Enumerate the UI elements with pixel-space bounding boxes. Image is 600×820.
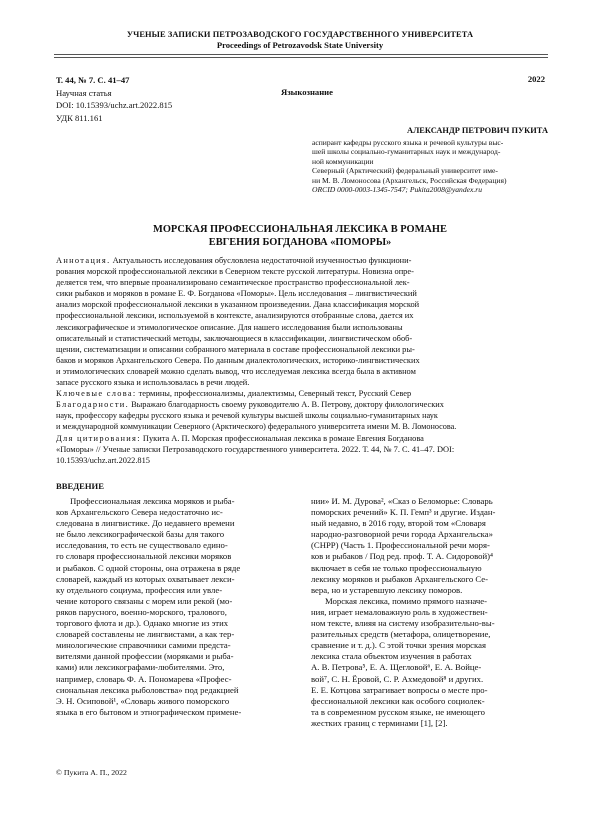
affiliation-line: аспирант кафедры русского языка и речевой культуры выс- [312, 137, 504, 147]
orcid-email: ORCID 0000-0003-1345-7547; Pukita2008@yandex.ru [312, 185, 483, 194]
body-column-right [311, 496, 551, 729]
affiliation-line: ни М. В. Ломоносова (Архангельск, Российская Федерация) [312, 175, 507, 185]
doi: DOI: 10.15393/uchz.art.2022.815 [56, 100, 173, 110]
abstract-line: баков и моряков Архангельского Севера. По данным диалектологических, историко-лингвистических [56, 355, 420, 365]
year: 2022 [527, 74, 545, 84]
body-line: вой⁷, С. Н. Ёровой, С. Р. Ахмедовой⁸ и других. [311, 673, 484, 684]
journal-header [0, 30, 600, 51]
body-line: ния, играет немаловажную роль в художествен- [311, 606, 488, 617]
body-line: включает в себя не только профессиональную [311, 562, 482, 573]
udc: УДК 811.161 [56, 112, 103, 123]
body-line: (СНРР) (Часть 1. Профессиональной речи моря- [311, 540, 490, 551]
volume-pages: Т. 44, № 7. С. 41–47 [56, 75, 130, 85]
acknowledgments-line: наук, профессору кафедры русского языка и речевой культуры высшей школы социально-гуманитарных наук [56, 411, 438, 421]
body-line: ками) или лексикографами-любителями. Это, [56, 662, 225, 673]
keywords-label: Ключевые слова: [56, 389, 137, 399]
citation-line: Для цитирования: Пукита А. П. Морская профессиональная лексика в романе Евгения Богданова [56, 433, 424, 443]
body-line: поморских речений» К. П. Гемп³ и другие. Издан- [311, 507, 496, 518]
body-line: языка в его бытовом и этнографическом примене- [56, 706, 242, 717]
abstract-line: сики рыбаков и моряков в романе Е. Ф. Богданова «Поморы». Цель исследования – лингвистический [56, 289, 417, 299]
body-line: торгового флота и др.). Однако многие из этих [56, 618, 229, 629]
acknowledgments-line: и международной коммуникации Северного (Арктического) федерального университета имени М. В. Ломоносова. [56, 422, 457, 432]
body-line: ряков парусного, военно-морского, тралового, [56, 606, 227, 617]
affiliation-line: ной коммуникации [312, 156, 374, 166]
citation-line: «Поморы» // Ученые записки Петрозаводского государственного университета. 2022. Т. 44, № 7. С. 41–47. DOI: [56, 444, 455, 454]
article-meta [56, 74, 172, 124]
body-line: следована в лингвистике. До недавнего времени [56, 518, 235, 529]
body-line: вителями данной профессии (моряками и рыба- [56, 651, 234, 662]
abstract-label: Аннотация. [56, 256, 111, 265]
body-line: разительных средств (метафора, олицетворение, [311, 629, 491, 640]
keywords-text: термины, профессионализмы, диалектизмы, Северный текст, Русский Север [138, 389, 412, 399]
body-line: фессиональной лексики как особого социолек- [311, 695, 485, 706]
body-line: Э. Н. Осиповой¹, «Словарь живого поморского [56, 695, 230, 706]
journal-name-en: Proceedings of Petrozavodsk State University [216, 40, 384, 50]
body-line: вера, но и устаревшую лексику поморов. [311, 584, 463, 595]
abstract-line: и этимологических словарей можно сделать вывод, что исследуемая лексика всегда была в активном [56, 366, 416, 376]
abstract-line: рования морской профессиональной лексики в Северном тексте русской литературы. Новизна опре- [56, 267, 414, 277]
article-title [0, 224, 600, 249]
body-line: словарей, каждый из которых охватывает лекси- [56, 573, 235, 584]
header-rule-bottom [54, 57, 548, 58]
body-line: Морская лексика, помимо прямого назначе- [325, 595, 488, 606]
body-line: ков Архангельского Севера недостаточно ис- [56, 507, 223, 518]
body-line: словарей составлены не лингвистами, а как тер- [56, 629, 235, 640]
abstract-line: деляется тем, что впервые проанализировано семантическое пространство профессиональной лек- [56, 278, 410, 288]
body-line: сиональная лексика рыболовства» под редакцией [56, 684, 239, 695]
body-line: Профессиональная лексика моряков и рыба- [70, 496, 235, 506]
body-line: исследования, то есть не существовало едино- [56, 540, 228, 551]
body-line: например, словарь Ф. А. Пономарева «Профес- [56, 673, 232, 684]
body-line: лексика стала объектом изучения в работах [311, 651, 472, 662]
abstract-line: анализ морской профессиональной лексики в указанном произведении. Дана классификация морской [56, 300, 420, 310]
abstract-line: описательный и статистический методы, заключающиеся в классификации, лингвистическом обоб- [56, 333, 413, 343]
abstract-line: запасе русского языка и использовалась в речи людей. [56, 378, 250, 388]
body-line: ном тексте, влияя на систему изобразительно-вы- [311, 618, 495, 629]
header-rule-top [54, 54, 548, 55]
copyright: © Пукита А. П., 2022 [56, 768, 127, 777]
section-name: Языкознание [281, 87, 333, 97]
body-line: и рыбаков. С одной стороны, она отражена в ряде [56, 562, 241, 573]
citation-line: 10.15393/uchz.art.2022.815 [56, 455, 150, 465]
body-line: жестких границ с терминами [1], [2]. [311, 717, 448, 728]
body-line: чение которого связаны с морем или рекой (мо- [56, 595, 233, 606]
abstract-line: лексикографическое и этимологическое описание. Для нашего исследования были использованы [56, 322, 403, 332]
journal-name-ru: УЧЕНЫЕ ЗАПИСКИ ПЕТРОЗАВОДСКОГО ГОСУДАРСТВЕННОГО УНИВЕРСИТЕТА [126, 30, 474, 39]
author-name: АЛЕКСАНДР ПЕТРОВИЧ ПУКИТА [407, 126, 548, 135]
body-line: ков и рыбаков / Под ред. проф. Т. А. Сидоровой)⁴ [311, 551, 494, 562]
acknowledgments-label: Благодарности. [56, 400, 129, 410]
keywords-line [56, 388, 549, 399]
body-line: нии» И. М. Дурова², «Сказ о Беломорье: Словарь [311, 496, 493, 506]
body-line: го словаря профессиональной лексики моряков [56, 551, 232, 562]
abstract-block [56, 255, 549, 466]
citation-label: Для цитирования: [56, 433, 141, 443]
body-line: не было лексикографической базы для такого [56, 529, 225, 540]
article-type: Научная статья [56, 87, 112, 98]
author-block [312, 126, 548, 195]
body-line: Е. Е. Котцова затрагивает вопросы о месте про- [311, 684, 488, 695]
body-line: сравнение и т. д.). С этой точки зрения морская [311, 640, 486, 651]
abstract-line: Аннотация. Актуальность исследования обусловлена недостаточной изученностью функциони- [56, 256, 412, 265]
body-line: ный недавно, в 2016 году, второй том «Словаря [311, 518, 486, 529]
body-column-left [56, 496, 296, 718]
title-line: МОРСКАЯ ПРОФЕССИОНАЛЬНАЯ ЛЕКСИКА В РОМАНЕ [153, 224, 447, 235]
abstract-line: профессиональной лексики, используемой в контексте, анализируются отобранные слова, дается их [56, 311, 414, 321]
body-line: минологические справочники самими предста- [56, 640, 231, 651]
body-line: А. В. Петрова⁵, Е. А. Щегловой⁶, Е. А. Войце- [311, 662, 482, 673]
body-line: та в современном русском языке, не имеющего [311, 706, 485, 717]
abstract-line: щении, систематизации и описании собранного материала в составе профессиональной лексики ры- [56, 344, 415, 354]
body-line: лексику моряков и рыбаков Архангельского Се- [311, 573, 489, 584]
section-heading: ВВЕДЕНИЕ [56, 481, 104, 491]
body-line: ку отдельного социума, профессия или увле- [56, 584, 223, 595]
acknowledgments-line: Благодарности. Выражаю благодарность своему руководителю А. В. Петрову, доктору филологических [56, 400, 444, 410]
title-line: ЕВГЕНИЯ БОГДАНОВА «ПОМОРЫ» [208, 236, 392, 248]
body-line: народно-разговорной речи города Архангельска» [311, 529, 493, 540]
affiliation-line: Северный (Арктический) федеральный университет име- [312, 166, 498, 175]
affiliation-line: шей школы социально-гуманитарных наук и международ- [312, 147, 501, 156]
